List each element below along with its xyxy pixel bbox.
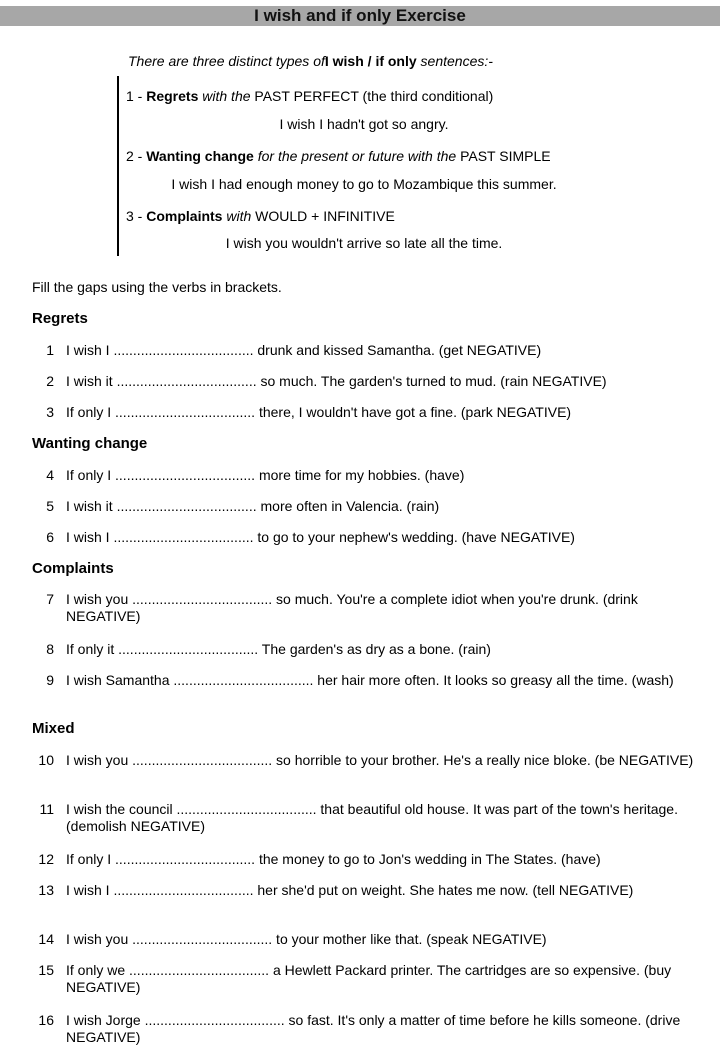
item-number: 15 <box>38 962 54 978</box>
item-prefix: I wish you <box>66 752 133 768</box>
item-suffix: a Hewlett Packard printer. The cartridges are so expensive. (buy NEGATIVE) <box>66 962 672 995</box>
rule-1-example: I wish I hadn't got so angry. <box>279 116 449 132</box>
rule-3-example: I wish you wouldn't arrive so late all the time. <box>225 235 503 251</box>
rule-num: 3 - <box>126 208 147 224</box>
item-number: 6 <box>46 529 54 545</box>
item-prefix: If only it <box>66 641 119 657</box>
item-number: 8 <box>46 641 54 657</box>
item-prefix: I wish it <box>66 498 117 514</box>
item-suffix: the money to go to Jon's wedding in The States. (have) <box>255 851 601 867</box>
rule-num: 2 - <box>126 148 147 164</box>
item-suffix: more often in Valencia. (rain) <box>256 498 440 514</box>
item-number: 7 <box>46 591 54 607</box>
item-number: 12 <box>38 851 54 867</box>
item-text <box>66 498 702 515</box>
intro-post: sentences:- <box>416 53 493 69</box>
gap-blank[interactable]: .................................... <box>116 373 257 389</box>
item-text <box>66 529 702 546</box>
gap-blank[interactable]: .................................... <box>173 672 314 688</box>
gap-blank[interactable]: .................................... <box>132 931 273 947</box>
item-text <box>66 467 702 484</box>
item-text <box>66 931 702 948</box>
page-title: I wish and if only Exercise <box>0 6 720 26</box>
item-number: 3 <box>46 404 54 420</box>
item-prefix: I wish Samantha <box>66 672 174 688</box>
gap-blank[interactable]: .................................... <box>144 1012 285 1028</box>
rule-num: 1 - <box>126 88 147 104</box>
item-text <box>66 801 702 835</box>
item-suffix: more time for my hobbies. (have) <box>255 467 465 483</box>
item-prefix: I wish you <box>66 931 133 947</box>
item-suffix: to go to your nephew's wedding. (have NEGATIVE) <box>253 529 575 545</box>
instruction: Fill the gaps using the verbs in brackets. <box>32 279 282 295</box>
item-text <box>66 851 702 868</box>
item-text <box>66 373 702 390</box>
item-suffix: that beautiful old house. It was part of the town's heritage. (demolish NEGATIVE) <box>66 801 678 834</box>
item-text <box>66 641 702 658</box>
item-number: 5 <box>46 498 54 514</box>
item-number: 9 <box>46 672 54 688</box>
gap-blank[interactable]: .................................... <box>176 801 317 817</box>
gap-blank[interactable]: .................................... <box>115 467 256 483</box>
rule-form: PAST SIMPLE <box>460 148 551 164</box>
item-prefix: I wish you <box>66 591 133 607</box>
item-suffix: drunk and kissed Samantha. (get NEGATIVE) <box>253 342 542 358</box>
section-wanting-change: Wanting change <box>32 435 148 452</box>
item-text <box>66 962 702 996</box>
item-suffix: so much. You're a complete idiot when you're drunk. (drink NEGATIVE) <box>66 591 638 624</box>
item-text <box>66 1012 702 1046</box>
item-suffix: The garden's as dry as a bone. (rain) <box>258 641 491 657</box>
intro-bold: I wish / if only <box>324 53 417 69</box>
rule-desc: with the <box>198 88 255 104</box>
item-prefix: I wish the council <box>66 801 177 817</box>
item-number: 14 <box>38 931 54 947</box>
item-prefix: I wish I <box>66 342 114 358</box>
item-prefix: If only I <box>66 467 116 483</box>
item-prefix: I wish I <box>66 882 114 898</box>
intro-line <box>128 53 493 69</box>
rule-name: Complaints <box>146 208 223 224</box>
item-text <box>66 342 702 359</box>
gap-blank[interactable]: .................................... <box>115 404 256 420</box>
item-prefix: If only we <box>66 962 130 978</box>
item-suffix: there, I wouldn't have got a fine. (park NEGATIVE) <box>255 404 572 420</box>
rule-2 <box>126 148 551 164</box>
item-number: 16 <box>38 1012 54 1028</box>
item-suffix: so horrible to your brother. He's a really nice bloke. (be NEGATIVE) <box>272 752 694 768</box>
section-mixed: Mixed <box>32 720 75 737</box>
rule-name: Regrets <box>146 88 199 104</box>
rule-2-example: I wish I had enough money to go to Mozambique this summer. <box>171 176 557 192</box>
item-prefix: I wish I <box>66 529 114 545</box>
item-text <box>66 672 702 689</box>
item-text <box>66 882 702 899</box>
gap-blank[interactable]: .................................... <box>118 641 259 657</box>
item-number: 1 <box>46 342 54 358</box>
item-number: 2 <box>46 373 54 389</box>
rule-1 <box>126 88 493 104</box>
item-prefix: If only I <box>66 851 116 867</box>
gap-blank[interactable]: .................................... <box>113 529 254 545</box>
rule-desc: with <box>222 208 256 224</box>
rule-name: Wanting change <box>146 148 254 164</box>
section-complaints: Complaints <box>32 560 114 577</box>
rule-3 <box>126 208 395 224</box>
rule-form: WOULD + INFINITIVE <box>255 208 395 224</box>
item-number: 11 <box>39 801 54 817</box>
gap-blank[interactable]: .................................... <box>113 882 254 898</box>
section-regrets: Regrets <box>32 310 88 327</box>
item-number: 10 <box>38 752 54 768</box>
item-suffix: so much. The garden's turned to mud. (rain NEGATIVE) <box>256 373 607 389</box>
item-number: 13 <box>38 882 54 898</box>
item-prefix: I wish Jorge <box>66 1012 145 1028</box>
rule-desc: for the present or future with the <box>253 148 461 164</box>
intro-pre: There are three distinct types of <box>128 53 325 69</box>
item-suffix: her she'd put on weight. She hates me now. (tell NEGATIVE) <box>253 882 634 898</box>
gap-blank[interactable]: .................................... <box>116 498 257 514</box>
item-number: 4 <box>46 467 54 483</box>
item-prefix: I wish it <box>66 373 117 389</box>
gap-blank[interactable]: .................................... <box>129 962 270 978</box>
item-suffix: so fast. It's only a matter of time before he kills someone. (drive NEGATIVE) <box>66 1012 681 1045</box>
item-suffix: her hair more often. It looks so greasy all the time. (wash) <box>313 672 674 688</box>
gap-blank[interactable]: .................................... <box>132 591 273 607</box>
item-prefix: If only I <box>66 404 116 420</box>
item-text <box>66 752 702 769</box>
item-suffix: to your mother like that. (speak NEGATIVE) <box>272 931 547 947</box>
item-text <box>66 591 702 625</box>
gap-blank[interactable]: .................................... <box>115 851 256 867</box>
rule-form: PAST PERFECT (the third conditional) <box>254 88 494 104</box>
gap-blank[interactable]: .................................... <box>132 752 273 768</box>
gap-blank[interactable]: .................................... <box>113 342 254 358</box>
item-text <box>66 404 702 421</box>
